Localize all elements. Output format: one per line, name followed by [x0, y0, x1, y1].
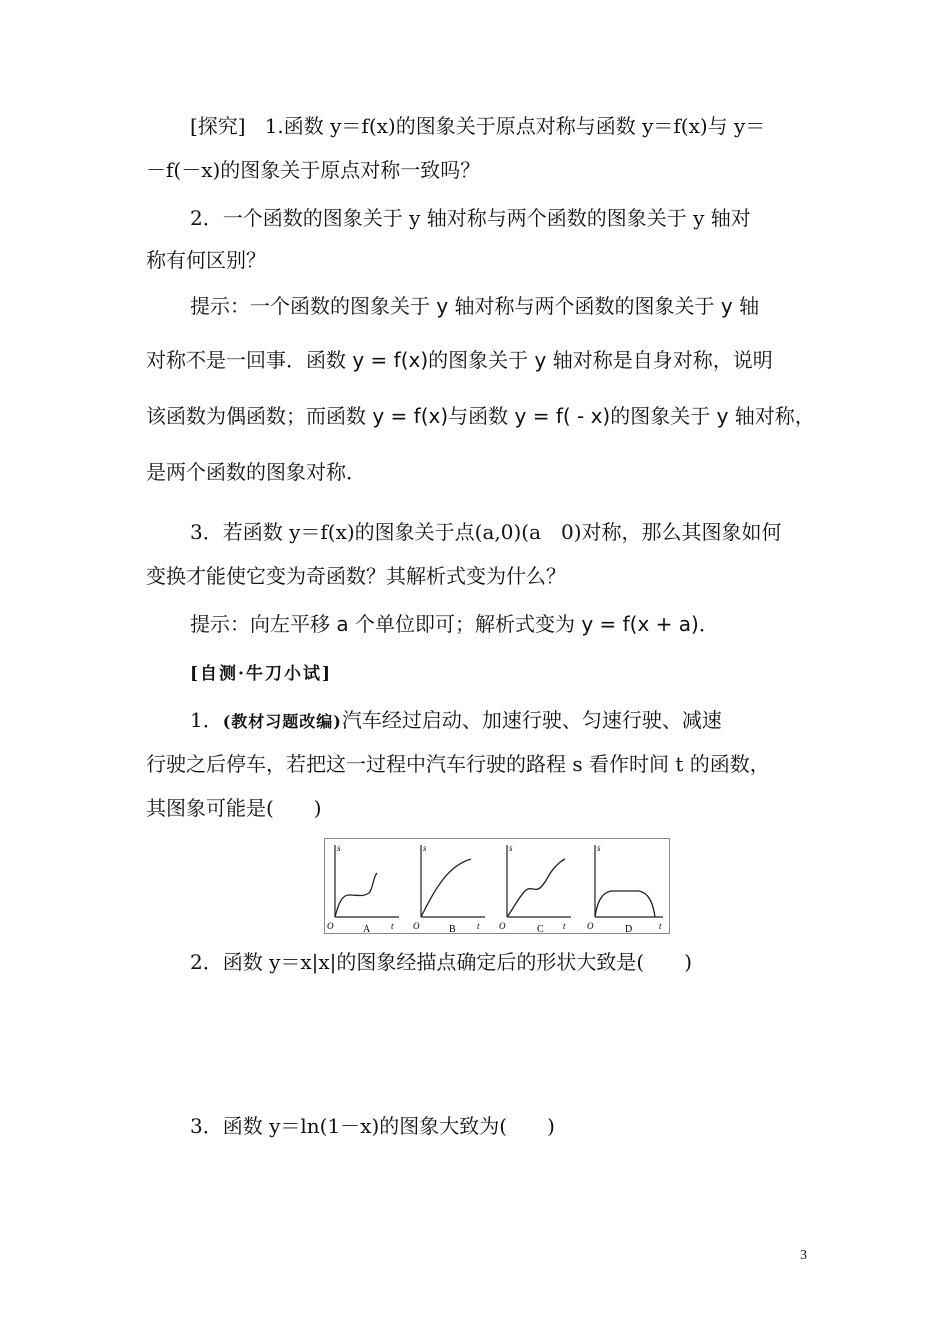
axis-s-c: s	[509, 843, 513, 853]
curve-c	[507, 859, 565, 917]
curve-a	[335, 873, 377, 917]
explore-q1-line1	[190, 112, 765, 140]
explore-q1-line2: －f(－x)的图象关于原点对称一致吗？	[146, 158, 481, 182]
problem1-line3: 其图象可能是( )	[146, 796, 322, 820]
label-b: B	[449, 924, 456, 933]
problem1-line1	[190, 706, 722, 736]
label-c: C	[537, 924, 544, 933]
explore-q1-text: 1.函数 y＝f(x)的图象关于原点对称与函数 y＝f(x)与 y＝	[264, 114, 766, 138]
panel-b	[413, 843, 485, 933]
hint2-line1: 提示：一个函数的图象关于 y 轴对称与两个函数的图象关于 y 轴	[190, 294, 760, 318]
origin-a: O	[327, 921, 334, 931]
problem1-number: 1．	[190, 708, 223, 732]
explore-tag: [探究]	[190, 114, 246, 138]
explore-q3-line2: 变换才能使它变为奇函数？其解析式变为什么？	[146, 564, 566, 588]
panel-a	[327, 843, 399, 933]
hint3: 提示：向左平移 a 个单位即可；解析式变为 y = f(x + a)．	[190, 612, 719, 636]
axis-s-b: s	[423, 843, 427, 853]
problem2: 2．函数 y＝x|x|的图象经描点确定后的形状大致是( )	[190, 950, 693, 974]
explore-q2-line2: 称有何区别？	[146, 248, 266, 272]
problem3: 3．函数 y＝ln(1－x)的图象大致为( )	[190, 1114, 555, 1138]
st-graphs	[325, 839, 669, 933]
curve-b	[421, 859, 471, 917]
problem1-source: (教材习题改编)	[222, 712, 342, 731]
hint2-line2: 对称不是一回事．函数 y = f(x)的图象关于 y 轴对称是自身对称，说明	[146, 348, 773, 372]
panel-d	[587, 843, 663, 933]
explore-q2-line1: 2．一个函数的图象关于 y 轴对称与两个函数的图象关于 y 轴对	[190, 206, 751, 230]
problem1-text: 汽车经过启动、加速行驶、匀速行驶、减速	[341, 708, 722, 732]
axis-t-d: t	[659, 921, 662, 931]
hint2-line4: 是两个函数的图象对称．	[146, 460, 366, 484]
panel-c	[499, 843, 571, 933]
curve-d	[595, 891, 655, 917]
origin-d: O	[587, 921, 594, 931]
origin-c: O	[499, 921, 506, 931]
problem1-figure	[324, 838, 670, 934]
page-number: 3	[800, 1248, 807, 1263]
origin-b: O	[413, 921, 420, 931]
axis-t-b: t	[477, 921, 480, 931]
axis-t-a: t	[391, 921, 394, 931]
label-a: A	[363, 924, 371, 933]
self-test-heading: [自测·牛刀小试]	[190, 664, 333, 684]
explore-q3-line1: 3．若函数 y＝f(x)的图象关于点(a,0)(a 0)对称，那么其图象如何	[190, 520, 782, 544]
axis-s-d: s	[597, 843, 601, 853]
axis-t-c: t	[563, 921, 566, 931]
axis-s-a: s	[337, 843, 341, 853]
problem1-line2: 行驶之后停车，若把这一过程中汽车行驶的路程 s 看作时间 t 的函数，	[146, 752, 770, 776]
label-d: D	[625, 924, 633, 933]
hint2-line3: 该函数为偶函数；而函数 y = f(x)与函数 y = f( - x)的图象关于 y 轴对称，	[146, 404, 815, 428]
